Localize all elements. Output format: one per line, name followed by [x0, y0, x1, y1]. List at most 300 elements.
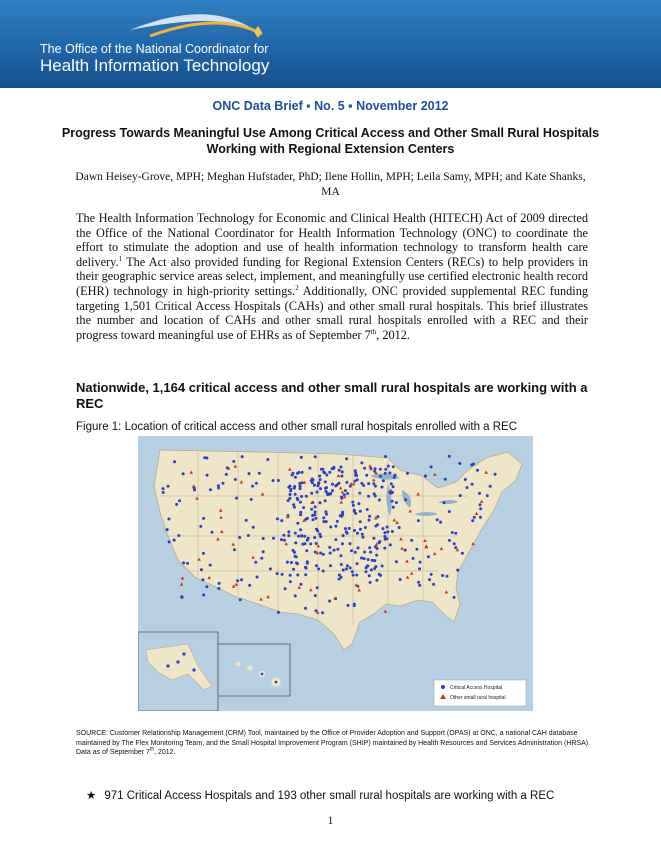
cah-marker	[382, 479, 385, 482]
cah-marker	[206, 474, 209, 477]
cah-marker	[340, 563, 343, 566]
cah-marker	[325, 513, 328, 516]
legend-cah-marker	[441, 685, 445, 689]
cah-marker	[217, 587, 220, 590]
cah-marker	[366, 508, 369, 511]
cah-marker	[248, 584, 251, 587]
cah-marker	[436, 518, 439, 521]
header-banner	[0, 0, 661, 88]
cah-marker	[367, 495, 370, 498]
figure-source	[76, 729, 591, 758]
section-heading: Nationwide, 1,164 critical access and other small rural hospitals are working with a REC	[76, 380, 588, 411]
cah-marker	[339, 514, 342, 517]
cah-marker	[304, 542, 307, 545]
cah-marker	[236, 579, 239, 582]
cah-marker	[417, 581, 420, 584]
cah-marker	[256, 576, 259, 579]
cah-marker	[392, 506, 395, 509]
cah-marker	[359, 528, 362, 531]
cah-marker	[287, 486, 290, 489]
cah-marker	[280, 538, 283, 541]
cah-marker	[341, 470, 344, 473]
intro-text-4: , 2012.	[376, 327, 410, 342]
alaska-inset	[138, 632, 218, 711]
cah-marker	[368, 546, 371, 549]
cah-marker	[238, 536, 241, 539]
cah-marker	[451, 531, 454, 534]
cah-marker	[240, 578, 243, 581]
cah-marker	[205, 585, 208, 588]
cah-marker	[357, 546, 360, 549]
cah-marker	[404, 498, 407, 501]
cah-marker	[218, 582, 221, 585]
cah-marker	[372, 537, 375, 540]
cah-marker	[370, 467, 373, 470]
cah-marker	[293, 506, 296, 509]
cah-marker	[284, 587, 287, 590]
cah-marker	[374, 565, 377, 568]
cah-marker	[392, 465, 395, 468]
cah-marker	[473, 516, 476, 519]
cah-marker	[180, 595, 183, 598]
cah-marker	[334, 538, 337, 541]
cah-marker	[352, 504, 355, 507]
cah-marker	[336, 520, 339, 523]
cah-marker	[366, 565, 369, 568]
cah-marker	[232, 460, 235, 463]
cah-marker	[317, 482, 320, 485]
cah-marker	[234, 478, 237, 481]
cah-marker	[415, 548, 418, 551]
cah-marker	[328, 546, 331, 549]
figure-caption: Figure 1: Location of critical access and other small rural hospitals enrolled with a REC	[76, 421, 518, 433]
cah-marker	[383, 531, 386, 534]
cah-marker	[281, 573, 284, 576]
cah-marker	[361, 533, 364, 536]
intro-text-2: The Act also provided funding for Regional Extension Centers (RECs) to help providers in their geographic service areas select, implement, and meaningfully use certified electronic health record (EHR) technology in high-priority settings.	[76, 254, 588, 298]
cah-marker	[430, 573, 433, 576]
cah-marker	[328, 493, 331, 496]
cah-marker	[294, 532, 297, 535]
cah-marker	[313, 536, 316, 539]
cah-marker	[417, 519, 420, 522]
cah-marker	[344, 489, 347, 492]
bullet-text: 971 Critical Access Hospitals and 193 other small rural hospitals are working with a REC	[104, 790, 555, 802]
cah-marker	[369, 581, 372, 584]
cah-marker	[354, 551, 357, 554]
cah-marker	[441, 574, 444, 577]
cah-marker	[296, 522, 299, 525]
cah-marker	[368, 519, 371, 522]
cah-marker	[349, 566, 352, 569]
cah-marker	[479, 516, 482, 519]
cah-marker	[306, 539, 309, 542]
cah-marker	[241, 455, 244, 458]
cah-marker	[303, 535, 306, 538]
cah-marker	[162, 487, 165, 490]
cah-marker	[354, 469, 357, 472]
cah-marker	[314, 455, 317, 458]
cah-marker	[341, 542, 344, 545]
cah-marker	[461, 552, 464, 555]
cah-marker	[453, 596, 456, 599]
cah-marker	[356, 562, 359, 565]
bullet-item	[86, 788, 554, 802]
cah-marker	[340, 466, 343, 469]
cah-marker	[374, 545, 377, 548]
cah-marker	[453, 542, 456, 545]
intro-text-1: The Health Information Technology for Economic and Clinical Health (HITECH) Act of 2009 directed the Office of the National Coordinator for Health Information Technology (ONC) to coordinate the effort to stimulate the adoption and use of health information technology to transform health care delivery.	[76, 211, 588, 269]
cah-marker	[391, 500, 394, 503]
cah-marker	[471, 483, 474, 486]
cah-marker	[325, 474, 328, 477]
cah-marker	[363, 467, 366, 470]
cah-marker	[296, 574, 299, 577]
source-tail: , 2012.	[154, 749, 176, 756]
cah-marker	[222, 482, 225, 485]
cah-marker	[476, 469, 479, 472]
cah-marker	[359, 510, 362, 513]
cah-marker	[319, 487, 322, 490]
cah-marker	[430, 465, 433, 468]
cah-marker	[328, 471, 331, 474]
cah-marker	[315, 528, 318, 531]
cah-marker	[173, 460, 176, 463]
cah-marker	[260, 557, 263, 560]
cah-marker	[300, 456, 303, 459]
cah-marker	[386, 530, 389, 533]
legend-cah-label: Critical Access Hospital	[450, 685, 502, 691]
cah-marker	[297, 471, 300, 474]
cah-marker	[390, 492, 393, 495]
cah-marker	[398, 526, 401, 529]
cah-marker	[323, 471, 326, 474]
cah-marker	[338, 578, 341, 581]
cah-marker	[298, 482, 301, 485]
cah-marker	[316, 586, 319, 589]
cah-marker	[294, 594, 297, 597]
cah-marker	[432, 583, 435, 586]
cah-marker	[324, 499, 327, 502]
cah-marker	[251, 485, 254, 488]
cah-marker	[331, 489, 334, 492]
cah-marker	[378, 573, 381, 576]
cah-marker	[217, 484, 220, 487]
cah-marker	[381, 565, 384, 568]
cah-marker	[294, 541, 297, 544]
cah-marker	[313, 484, 316, 487]
cah-marker	[200, 568, 203, 571]
cah-marker	[392, 485, 395, 488]
cah-marker	[428, 578, 431, 581]
cah-marker	[310, 492, 313, 495]
cah-marker	[288, 497, 291, 500]
cah-marker	[245, 519, 248, 522]
cah-marker	[321, 611, 324, 614]
cah-marker	[419, 561, 422, 564]
cah-marker	[235, 497, 238, 500]
cah-marker	[374, 525, 377, 528]
cah-marker	[162, 491, 165, 494]
cah-marker	[395, 501, 398, 504]
cah-marker	[308, 467, 311, 470]
cah-marker	[456, 569, 459, 572]
cah-marker	[381, 486, 384, 489]
cah-marker	[383, 547, 386, 550]
cah-marker	[448, 455, 451, 458]
cah-marker	[340, 475, 343, 478]
cah-marker	[383, 535, 386, 538]
cah-marker	[250, 498, 253, 501]
cah-marker	[266, 458, 269, 461]
cah-marker	[182, 561, 185, 564]
cah-marker	[280, 519, 283, 522]
cah-marker	[295, 555, 298, 558]
cah-marker	[365, 474, 368, 477]
cah-marker	[289, 574, 292, 577]
cah-marker	[269, 567, 272, 570]
cah-marker	[167, 518, 170, 521]
cah-marker	[202, 594, 205, 597]
cah-marker	[418, 567, 421, 570]
cah-marker	[167, 485, 170, 488]
cah-marker	[370, 568, 373, 571]
cah-marker	[386, 526, 389, 529]
hawaii-inset	[218, 644, 290, 696]
cah-marker	[406, 472, 409, 475]
cah-marker	[329, 552, 332, 555]
document-title: Progress Towards Meaningful Use Among Critical Access and Other Small Rural Hospitals Working with Regional Extension Centers	[61, 126, 600, 156]
cah-marker	[378, 541, 381, 544]
cah-marker	[328, 600, 331, 603]
cah-marker	[331, 483, 334, 486]
cah-marker	[305, 495, 308, 498]
cah-marker	[367, 558, 370, 561]
cah-marker	[309, 542, 312, 545]
cah-marker	[314, 511, 317, 514]
authors: Dawn Heisey-Grove, MPH; Meghan Hufstader, PhD; Ilene Hollin, MPH; Leila Samy, MPH; and Kate Shanks, MA	[75, 171, 586, 198]
cah-marker	[321, 468, 324, 471]
cah-marker	[314, 505, 317, 508]
cah-marker	[410, 539, 413, 542]
cah-marker	[294, 493, 297, 496]
cah-marker	[363, 551, 366, 554]
cah-marker	[248, 472, 251, 475]
cah-marker	[384, 538, 387, 541]
cah-marker	[418, 584, 421, 587]
cah-marker	[340, 554, 343, 557]
cah-marker	[177, 534, 180, 537]
cah-marker	[322, 516, 325, 519]
cah-marker	[318, 475, 321, 478]
cah-marker	[375, 554, 378, 557]
cah-marker	[341, 511, 344, 514]
cah-marker	[287, 530, 290, 533]
cah-marker	[202, 552, 205, 555]
cah-marker	[379, 475, 382, 478]
cah-marker	[201, 578, 204, 581]
page-number: 1	[327, 815, 334, 827]
cah-marker	[353, 529, 356, 532]
cah-marker	[448, 539, 451, 542]
cah-marker	[368, 515, 371, 518]
cah-marker	[372, 482, 375, 485]
cah-marker	[292, 472, 295, 475]
cah-marker	[375, 579, 378, 582]
cah-marker	[454, 532, 457, 535]
cah-marker	[286, 561, 289, 564]
cah-marker	[255, 482, 258, 485]
cah-marker	[277, 479, 280, 482]
cah-marker	[254, 561, 257, 564]
cah-marker	[389, 543, 392, 546]
cah-marker	[395, 560, 398, 563]
cah-marker	[294, 476, 297, 479]
cah-marker	[247, 534, 250, 537]
cah-marker	[351, 501, 354, 504]
cah-marker	[352, 574, 355, 577]
cah-marker	[346, 564, 349, 567]
cah-marker	[376, 515, 379, 518]
cah-marker	[276, 572, 279, 575]
cah-marker	[359, 520, 362, 523]
us-hospital-map	[138, 436, 533, 711]
cah-marker	[334, 484, 337, 487]
cah-marker	[315, 564, 318, 567]
cah-marker	[464, 478, 467, 481]
cah-marker	[314, 594, 317, 597]
cah-marker	[363, 557, 366, 560]
star-icon: ★	[86, 790, 97, 802]
cah-marker	[466, 486, 469, 489]
cah-marker	[374, 467, 377, 470]
cah-marker	[312, 478, 315, 481]
cah-marker	[311, 481, 314, 484]
cah-marker	[302, 506, 305, 509]
cah-marker	[272, 537, 275, 540]
cah-marker	[209, 488, 212, 491]
cah-marker	[301, 471, 304, 474]
cah-marker	[300, 495, 303, 498]
cah-marker	[355, 574, 358, 577]
cah-marker	[387, 465, 390, 468]
cah-marker	[454, 546, 457, 549]
cah-marker	[340, 496, 343, 499]
cah-marker	[444, 478, 447, 481]
cah-marker	[306, 560, 309, 563]
cah-marker	[354, 474, 357, 477]
cah-marker	[175, 503, 178, 506]
cah-marker	[470, 463, 473, 466]
cah-marker	[310, 508, 313, 511]
cah-marker	[325, 520, 328, 523]
footnote-ref-2[interactable]: 2	[295, 283, 299, 292]
cah-marker	[316, 491, 319, 494]
cah-marker	[384, 472, 387, 475]
cah-marker	[322, 570, 325, 573]
cah-marker	[178, 499, 181, 502]
cah-marker	[357, 502, 360, 505]
cah-marker	[173, 539, 176, 542]
cah-marker	[360, 461, 363, 464]
cah-marker	[367, 482, 370, 485]
cah-marker	[381, 527, 384, 530]
cah-marker	[292, 549, 295, 552]
cah-marker	[299, 501, 302, 504]
cah-marker	[350, 549, 353, 552]
cah-marker	[393, 476, 396, 479]
cah-marker	[317, 567, 320, 570]
intro-paragraph	[76, 211, 588, 342]
cah-marker	[346, 492, 349, 495]
cah-marker	[459, 494, 462, 497]
cah-marker	[304, 607, 307, 610]
cah-marker	[333, 549, 336, 552]
cah-marker	[364, 526, 367, 529]
cah-marker	[478, 492, 481, 495]
cah-marker	[292, 568, 295, 571]
cah-marker	[166, 528, 169, 531]
cah-marker	[300, 583, 303, 586]
cah-marker	[299, 487, 302, 490]
cah-marker	[186, 562, 189, 565]
cah-marker	[424, 475, 427, 478]
cah-marker	[489, 485, 492, 488]
cah-marker	[324, 487, 327, 490]
cah-marker	[329, 564, 332, 567]
cah-marker	[439, 521, 442, 524]
cah-marker	[322, 553, 325, 556]
cah-marker	[324, 480, 327, 483]
cah-marker	[289, 493, 292, 496]
cah-marker	[296, 497, 299, 500]
brief-line: ONC Data Brief ▪ No. 5 ▪ November 2012	[212, 99, 449, 113]
cah-marker	[345, 567, 348, 570]
cah-marker	[314, 551, 317, 554]
cah-marker	[373, 492, 376, 495]
cah-marker	[351, 570, 354, 573]
cah-marker	[494, 473, 497, 476]
cah-marker	[203, 456, 206, 459]
cah-marker	[471, 519, 474, 522]
cah-marker	[373, 559, 376, 562]
cah-marker	[378, 499, 381, 502]
cah-marker	[347, 604, 350, 607]
cah-marker	[306, 517, 309, 520]
cah-marker	[293, 487, 296, 490]
cah-marker	[329, 526, 332, 529]
cah-marker	[384, 468, 387, 471]
legend-other-label: Other small rural hospital	[450, 695, 506, 701]
cah-marker	[360, 557, 363, 560]
cah-marker	[202, 517, 205, 520]
cah-marker	[342, 569, 345, 572]
cah-marker	[262, 537, 265, 540]
cah-marker	[258, 472, 261, 475]
cah-marker	[353, 603, 356, 606]
cah-marker	[346, 532, 349, 535]
cah-marker	[334, 525, 337, 528]
cah-marker	[209, 564, 212, 567]
cah-marker	[290, 561, 293, 564]
cah-marker	[168, 540, 171, 543]
cah-marker	[458, 462, 461, 465]
footnote-ref-1[interactable]: 1	[118, 254, 123, 263]
cah-marker	[390, 482, 393, 485]
cah-marker	[348, 527, 351, 530]
cah-marker	[287, 534, 290, 537]
cah-marker	[361, 536, 364, 539]
